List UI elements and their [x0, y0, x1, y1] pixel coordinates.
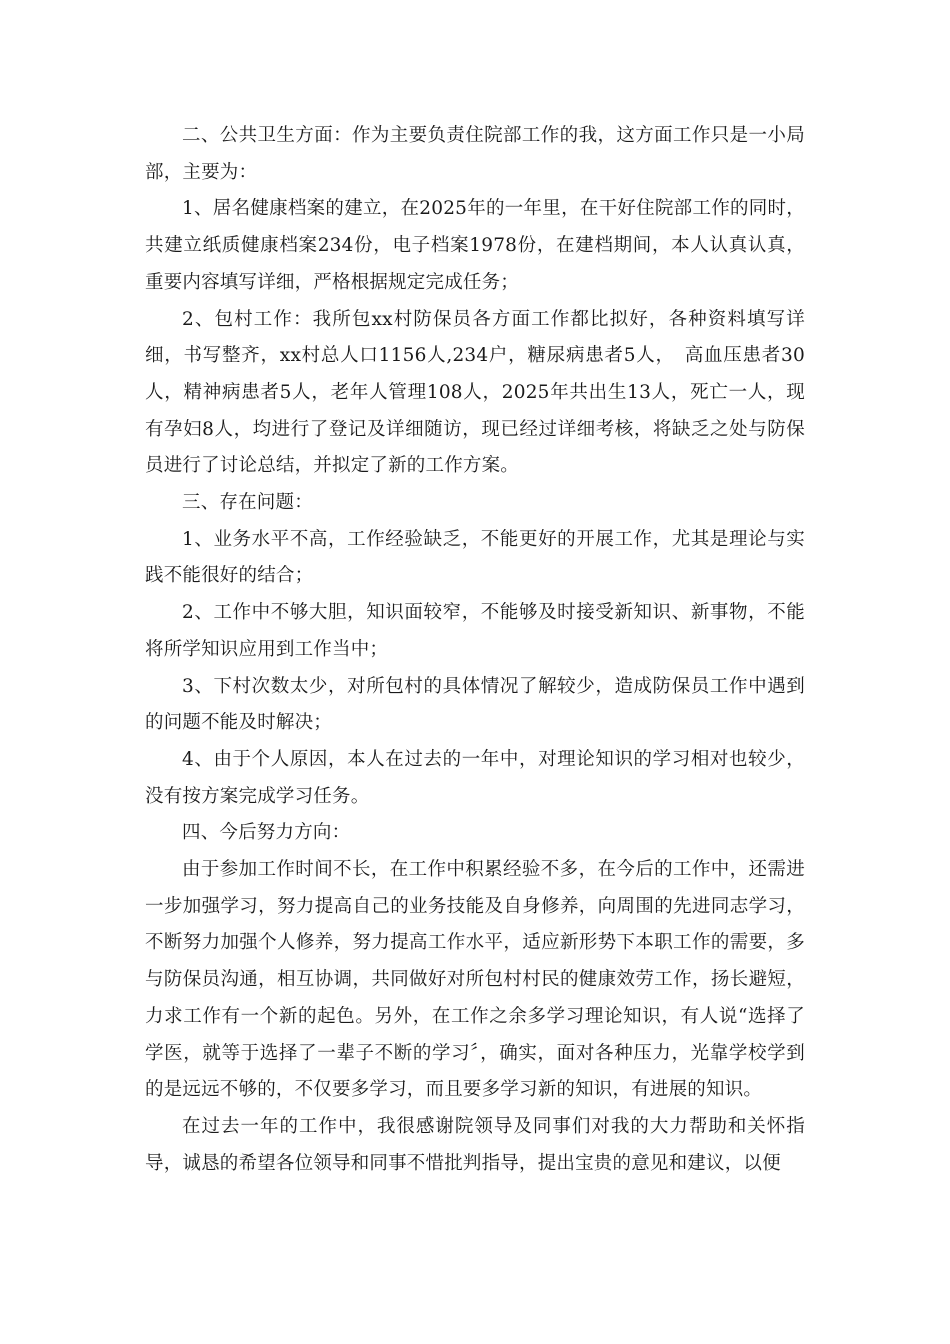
paragraph-village-work: 2、包村工作：我所包xx村防保员各方面工作都比拟好，各种资料填写详细，书写整齐，xx村总人口1156人,234户，糖尿病患者5人， 高血压患者30人，精神病患者5人，老年人管理108人，2025年共出生13人，死亡一人，现有孕妇8人，均进行了登记及详细随访，现已经过详细考核，将缺乏之处与防保员进行了讨论总结，并拟定了新的工作方案。 [145, 308, 805, 477]
paragraph-future-direction: 由于参加工作时间不长，在工作中积累经验不多，在今后的工作中，还需进一步加强学习，努力提高自己的业务技能及自身修养，向周围的先进同志学习，不断努力加强个人修养，努力提高工作水平，适应新形势下本职工作的需要，多与防保员沟通，相互协调，共同做好对所包村村民的健康效劳工作，扬长避短，力求工作有一个新的起色。另外，在工作之余多学习理论知识，有人说“选择了学医，就等于选择了一辈子不断的学习〞，确实，面对各种压力，光靠学校学到的是远远不够的，不仅要多学习，而且要多学习新的知识，有进展的知识。 [145, 859, 805, 1101]
paragraph-problem-4: 4、由于个人原因，本人在过去的一年中，对理论知识的学习相对也较少，没有按方案完成学习任务。 [145, 748, 805, 807]
section-heading-problems: 三、存在问题： [182, 492, 313, 514]
section-heading-future: 四、今后努力方向： [182, 822, 351, 844]
paragraph-public-health: 二、公共卫生方面：作为主要负责住院部工作的我，这方面工作只是一小局部，主要为： [145, 125, 805, 183]
paragraph-thanks: 在过去一年的工作中，我很感谢院领导及同事们对我的大力帮助和关怀指导，诚恳的希望各位领导和同事不惜批判指导，提出宝贵的意见和建议，以便 [145, 1115, 805, 1174]
paragraph-problem-3: 3、下村次数太少，对所包村的具体情况了解较少，造成防保员工作中遇到的问题不能及时解决； [145, 675, 805, 734]
document-body [145, 118, 805, 1182]
paragraph-problem-2: 2、工作中不够大胆，知识面较窄，不能够及时接受新知识、新事物，不能将所学知识应用到工作当中； [145, 602, 805, 660]
paragraph-health-records: 1、居名健康档案的建立，在2025年的一年里，在干好住院部工作的同时，共建立纸质健康档案234份，电子档案1978份，在建档期间，本人认真认真，重要内容填写详细，严格根据规定完成任务； [145, 198, 805, 293]
paragraph-problem-1: 1、业务水平不高，工作经验缺乏，不能更好的开展工作，尤其是理论与实践不能很好的结合； [145, 528, 805, 587]
